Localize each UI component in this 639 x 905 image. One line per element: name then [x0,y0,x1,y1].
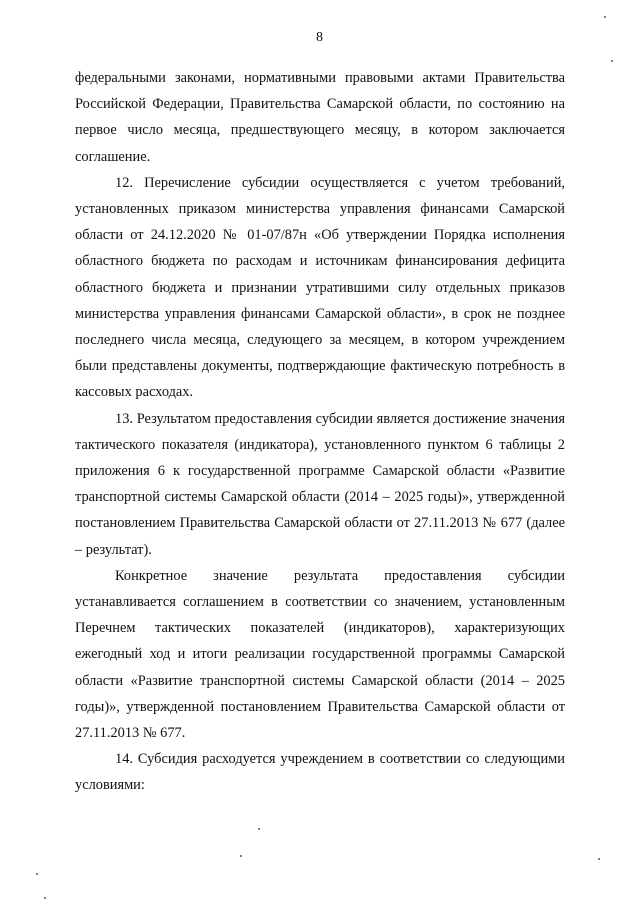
paragraph-result-value: Конкретное значение результата предоставления субсидии устанавливается соглашением в соответствии со значением, установленным Перечнем тактических показателей (индикаторов), характеризующих ежегодный ход и итоги реализации государственной программы Самарской области «Развитие транспортной системы Самарской области (2014 – 2025 годы)», утвержденной постановлением Правительства Самарской области от 27.11.2013 № 677. [75,567,565,742]
scan-speck [258,828,260,830]
paragraph-13: 13. Результатом предоставления субсидии является достижение значения тактического показателя (индикатора), установленного пунктом 6 таблицы 2 приложения 6 к государственной программе Самарской области «Развитие транспортной системы Самарской области (2014 – 2025 годы)», утвержденной постановлением Правительства Самарской области от 27.11.2013 № 677 (далее – результат). [75,410,565,558]
scan-speck [604,16,606,18]
scan-speck [44,897,46,899]
page-number: 8 [316,30,323,45]
document-body [75,65,565,799]
paragraph-intro: федеральными законами, нормативными правовыми актами Правительства Российской Федерации, Правительства Самарской области, по состоянию на первое число месяца, предшествующего месяцу, в котором заключается соглашение. [75,70,565,165]
scan-speck [598,858,600,860]
paragraph-14: 14. Субсидия расходуется учреждением в соответствии со следующими условиями: [75,751,565,794]
paragraph-12: 12. Перечисление субсидии осуществляется с учетом требований, установленных приказом министерства управления финансами Самарской области от 24.12.2020 № 01-07/87н «Об утверждении Порядка исполнения областного бюджета по расходам и источникам финансирования дефицита областного бюджета и признании утратившими силу отдельных приказов министерства управления финансами Самарской области», в срок не позднее последнего числа месяца, следующего за месяцем, в котором учреждением были представлены документы, подтверждающие фактическую потребность в кассовых расходах. [75,174,565,401]
scan-speck [240,855,242,857]
scan-speck [611,60,613,62]
scan-speck [36,873,38,875]
